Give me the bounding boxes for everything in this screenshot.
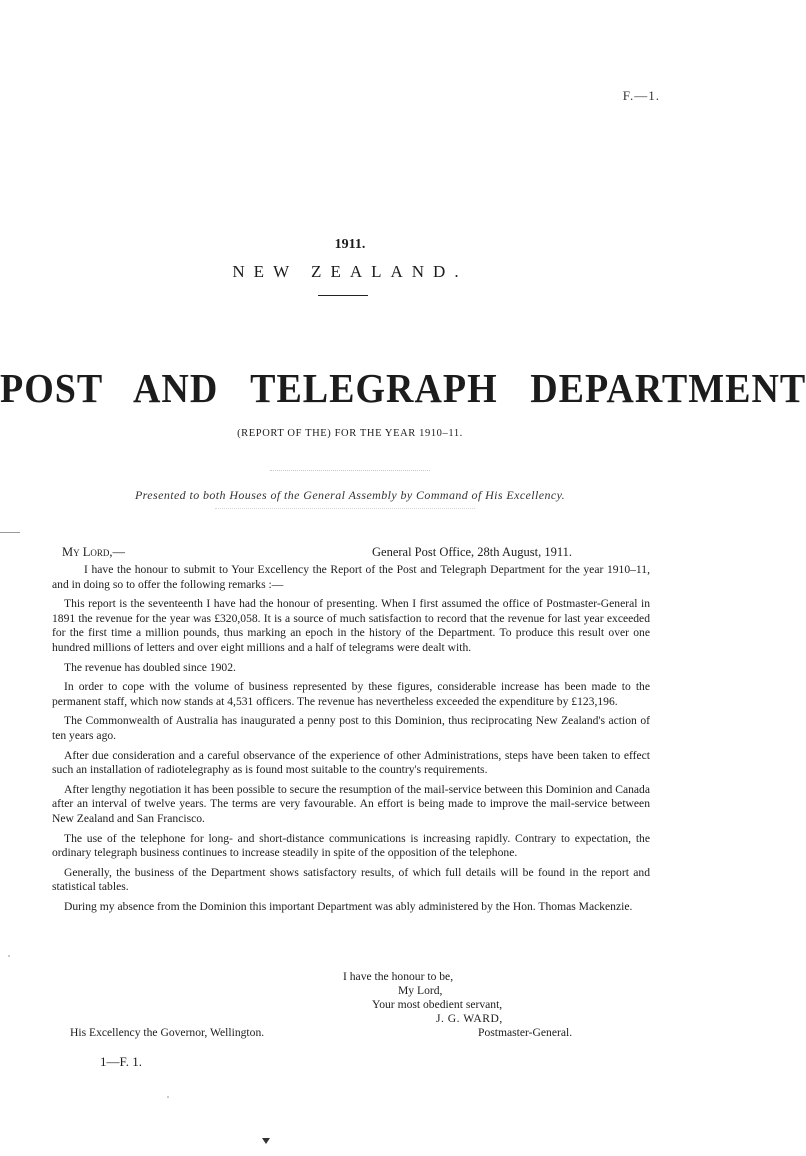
paragraph: During my absence from the Dominion this important Department was ably administered by the Hon. Thomas Mackenzie. bbox=[64, 899, 633, 913]
paragraph: The use of the telephone for long- and short-distance communications is increasing rapidly. Contrary to expectation, the ordinary telegraph business continues to increase steadily in spite of the opposition of the telephone. bbox=[52, 831, 650, 860]
margin-speck bbox=[8, 955, 10, 957]
faint-divider bbox=[270, 470, 430, 471]
document-reference: F.—1. bbox=[622, 88, 660, 103]
letter-body bbox=[52, 563, 650, 919]
paragraph: The Commonwealth of Australia has inaugurated a penny post to this Dominion, thus reciprocating New Zealand's action of ten years ago. bbox=[52, 714, 650, 742]
paragraph: After lengthy negotiation it has been possible to secure the resumption of the mail-service between this Dominion and Canada after an interval of twelve years. The terms are very favourable. An effort is being made to improve the mail-service between New Zealand and San Francisco. bbox=[52, 782, 650, 825]
signatory-name: J. G. WARD, bbox=[436, 1012, 503, 1025]
closing-line: Your most obedient servant, bbox=[372, 998, 503, 1011]
report-year: 1911. bbox=[334, 237, 366, 252]
closing-line: My Lord, bbox=[398, 984, 443, 997]
page-mark-icon bbox=[262, 1138, 270, 1144]
paragraph: In order to cope with the volume of business represented by these figures, considerable increase has been made to the permanent staff, which now stands at 4,531 officers. The revenue has nevertheless exceeded the expenditure by £123,196. bbox=[52, 680, 650, 708]
country-heading: NEW ZEALAND. bbox=[232, 262, 468, 281]
paragraph: This report is the seventeenth I have had the honour of presenting. When I first assumed the office of Postmaster-General in 1891 the revenue for the year was £320,058. It is a source of much satisfaction to record that the revenue for last year exceeded for the first time a million pounds, thus marking an epoch in the history of the Department. To produce this result over one hundred millions of letters and over eight millions and a half of telegrams were dealt with. bbox=[52, 597, 650, 654]
salutation: My Lord,— bbox=[62, 545, 126, 559]
page-reference: 1—F. 1. bbox=[100, 1054, 142, 1069]
margin-mark bbox=[0, 532, 20, 533]
paragraph: The revenue has doubled since 1902. bbox=[64, 660, 236, 674]
department-title: POST AND TELEGRAPH DEPARTMENT bbox=[0, 366, 806, 412]
paragraph: Generally, the business of the Department shows satisfactory results, of which full details will be found in the report and statistical tables. bbox=[52, 865, 650, 894]
closing-line: I have the honour to be, bbox=[343, 970, 454, 983]
title-divider bbox=[318, 295, 368, 296]
paragraph: After due consideration and a careful observance of the experience of other Administrations, steps have been taken to effect such an installation of radiotelegraphy as is found most suitable to the country's requirements. bbox=[52, 748, 650, 777]
margin-speck bbox=[167, 1096, 169, 1098]
faint-divider-lower bbox=[215, 508, 475, 509]
report-subtitle: (REPORT OF THE) FOR THE YEAR 1910–11. bbox=[237, 428, 463, 439]
addressee: His Excellency the Governor, Wellington. bbox=[70, 1026, 265, 1039]
dateline: General Post Office, 28th August, 1911. bbox=[372, 545, 572, 559]
presented-line: Presented to both Houses of the General Assembly by Command of His Excellency. bbox=[134, 488, 566, 502]
signatory-title: Postmaster-General. bbox=[478, 1026, 573, 1039]
paragraph: I have the honour to submit to Your Excellency the Report of the Post and Telegraph Department for the year 1910–11, and in doing so to offer the following remarks :— bbox=[52, 563, 650, 591]
